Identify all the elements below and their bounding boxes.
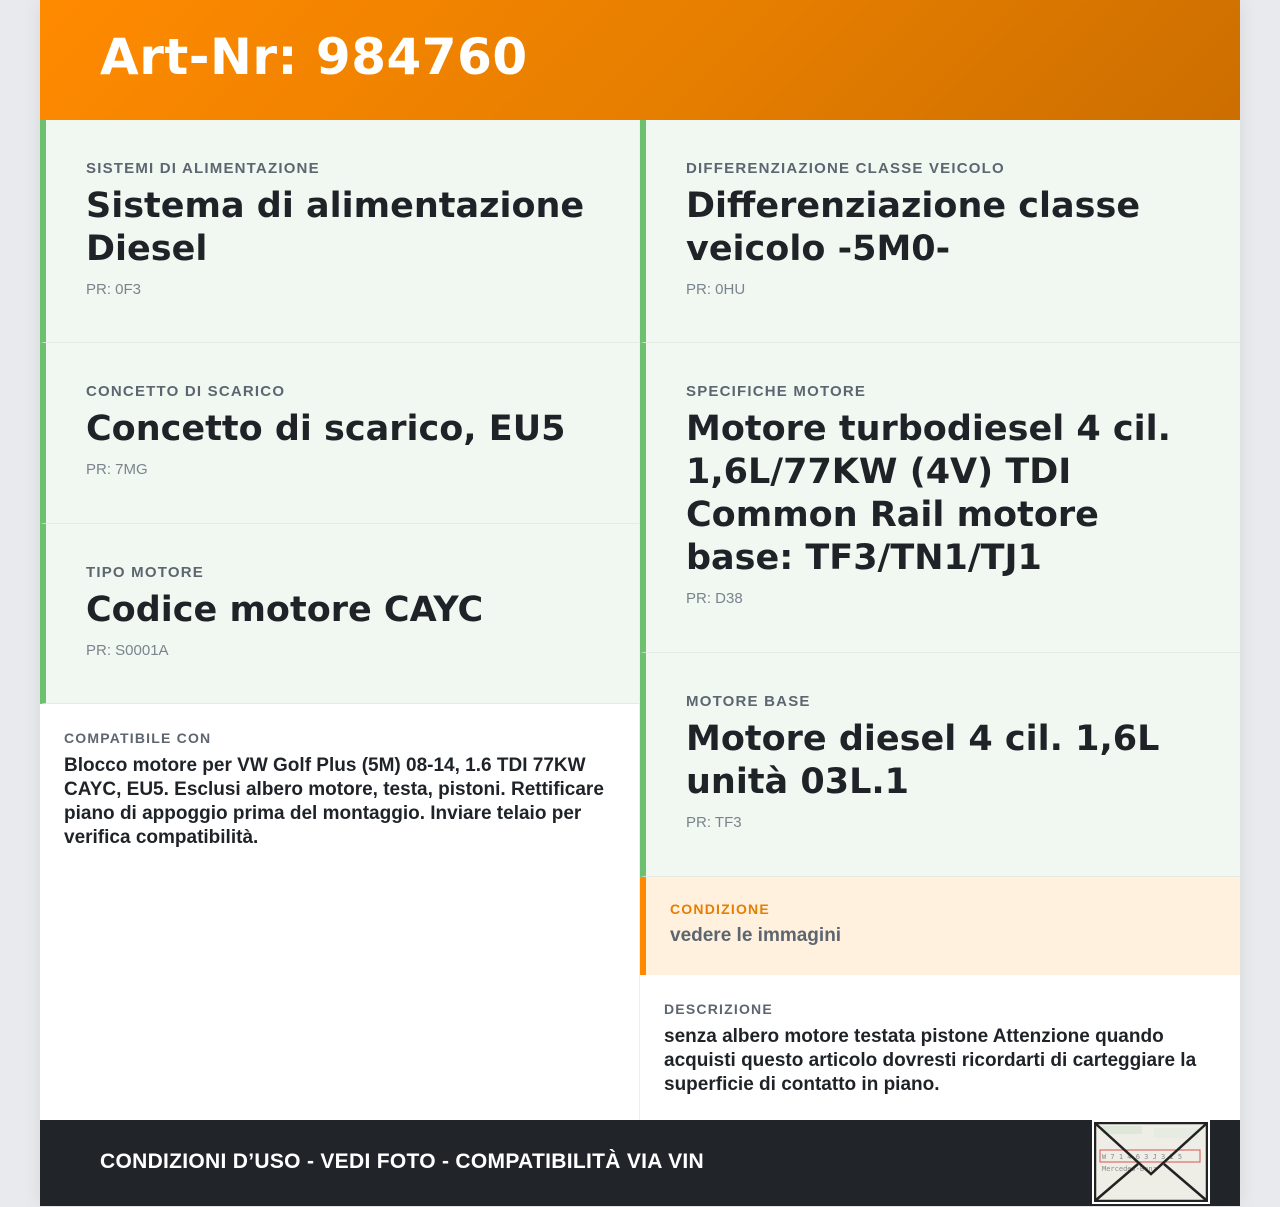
- condition-text: vedere le immagini: [670, 925, 842, 946]
- card-title: Differenziazione classe veicolo -5M0-: [686, 186, 1141, 269]
- card-category: CONCETTO DI SCARICO: [86, 383, 286, 400]
- right-column: [640, 120, 1240, 1097]
- spec-card-vehicle-class: [640, 120, 1240, 343]
- left-column: [40, 120, 640, 1120]
- envelope-thumbnail[interactable]: [1092, 1120, 1210, 1204]
- card-pr-code: PR: D38: [686, 590, 743, 607]
- spec-card-fuel-system: [40, 120, 639, 343]
- card-title: Concetto di scarico, EU5: [86, 409, 566, 449]
- page: [40, 0, 1240, 1206]
- card-category: MOTORE BASE: [686, 693, 811, 710]
- envelope-stamp: Mercedes-Benz: [1102, 1165, 1157, 1173]
- card-pr-code: PR: 0F3: [86, 281, 142, 298]
- envelope-code: W 7 1 4 6 3 J 3 1 5: [1102, 1153, 1183, 1161]
- description-section: [640, 975, 1240, 1097]
- card-pr-code: PR: S0001A: [86, 642, 169, 659]
- spec-card-exhaust-concept: [40, 343, 639, 524]
- card-title: Motore diesel 4 cil. 1,6L unità 03L.1: [686, 719, 1160, 802]
- card-pr-code: PR: 7MG: [86, 461, 148, 478]
- card-pr-code: PR: 0HU: [686, 281, 746, 298]
- card-title: Motore turbodiesel 4 cil. 1,6L/77KW (4V) TDI Common Rail motore base: TF3/TN1/TJ1: [686, 409, 1171, 578]
- spec-card-engine-type: [40, 524, 639, 704]
- card-category: SPECIFICHE MOTORE: [686, 383, 867, 400]
- compatible-label: COMPATIBILE CON: [64, 730, 212, 746]
- card-title: Codice motore CAYC: [86, 590, 484, 630]
- description-label: DESCRIZIONE: [664, 1001, 773, 1017]
- description-text: senza albero motore testata pistone Attenzione quando acquisti questo articolo dovresti ricordarti di carteggiare la superficie di contatto in piano.: [664, 1026, 1197, 1095]
- card-category: DIFFERENZIAZIONE CLASSE VEICOLO: [686, 160, 1005, 177]
- compatible-text: Blocco motore per VW Golf Plus (5M) 08-14, 1.6 TDI 77KW CAYC, EU5. Esclusi albero motore, testa, pistoni. Rettificare piano di appoggio prima del montaggio. Inviare telaio per verifica compatibilità.: [64, 755, 604, 848]
- page-title: Art-Nr: 984760: [100, 28, 528, 86]
- card-category: SISTEMI DI ALIMENTAZIONE: [86, 160, 320, 177]
- card-title: Sistema di alimentazione Diesel: [86, 186, 585, 269]
- header: [40, 0, 1240, 120]
- card-pr-code: PR: TF3: [686, 814, 742, 831]
- footer: [40, 1120, 1240, 1206]
- compatible-section: [40, 704, 639, 850]
- condition-label: CONDIZIONE: [670, 901, 770, 917]
- card-category: TIPO MOTORE: [86, 564, 204, 581]
- condition-section: [640, 877, 1240, 975]
- spec-card-engine-specs: [640, 343, 1240, 653]
- footer-text: CONDIZIONI D’USO - VEDI FOTO - COMPATIBILITÀ VIA VIN: [100, 1150, 704, 1173]
- spec-card-base-engine: [640, 653, 1240, 877]
- content-columns: [40, 120, 1240, 1120]
- envelope-icon: [1094, 1122, 1208, 1202]
